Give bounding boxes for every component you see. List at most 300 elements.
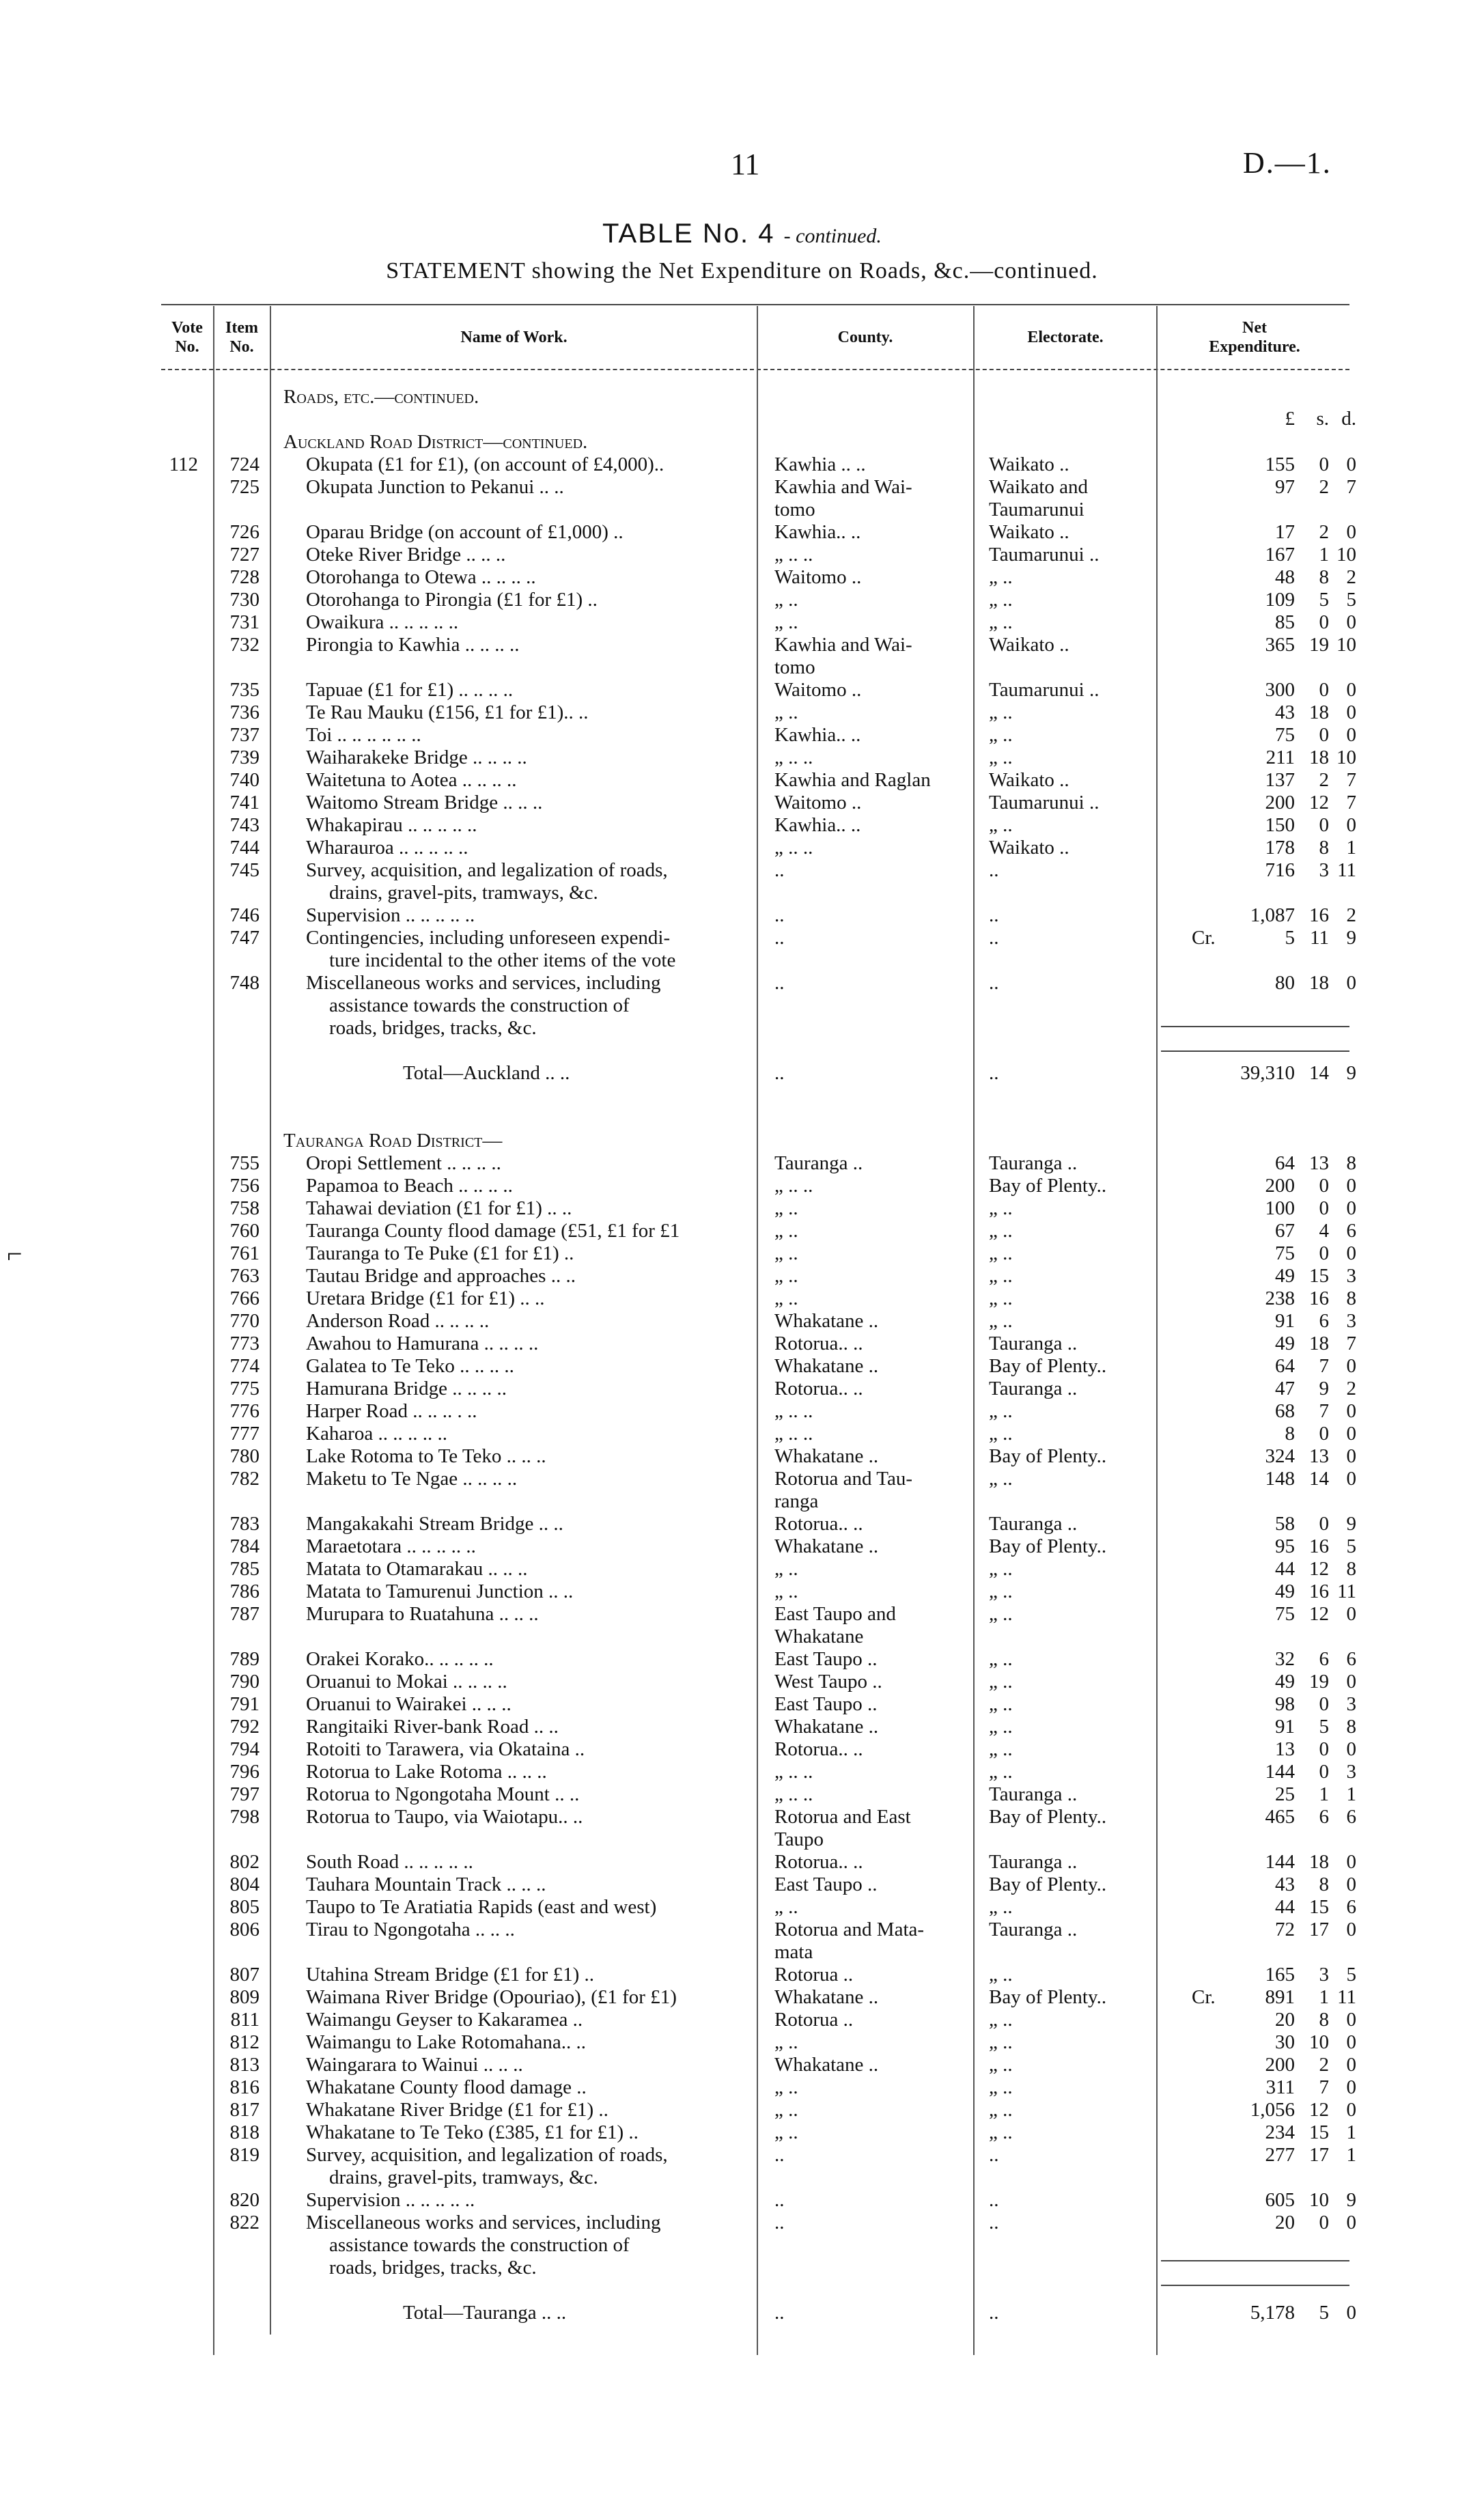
shillings: 0 [1319,1738,1329,1760]
table-row [0,927,1484,949]
margin-mark: ⌐ [7,1238,23,1269]
pounds: 200 [1265,2054,1295,2076]
item-number: 798 [229,1806,260,1828]
work-name: Auckland Road District—continued. [283,431,588,453]
work-name: Harper Road .. .. .. . .. [306,1400,477,1422]
county: Whakatane .. [774,2054,879,2076]
electorate: „ .. [989,747,1013,768]
table-row [0,2234,1484,2257]
shillings: 1 [1319,1783,1329,1805]
pounds: 200 [1265,1175,1295,1197]
pence: 1 [1346,1783,1356,1805]
electorate: „ .. [989,1964,1013,1986]
electorate: Tauranga .. [989,1152,1078,1174]
county: „ .. .. [774,1423,813,1445]
table-row [0,1333,1484,1355]
county: .. [774,2144,785,2166]
table-row [0,814,1484,837]
table-row [0,386,1484,408]
pounds: 75 [1275,1242,1295,1264]
item-number: 820 [229,2189,260,2211]
item-number: 806 [229,1919,260,1940]
county: Rotorua and Mata- [774,1919,925,1940]
county: East Taupo .. [774,1874,878,1895]
shillings: 14 [1309,1062,1329,1084]
pence: 11 [1337,1580,1356,1602]
pounds: 100 [1265,1197,1295,1219]
pounds: 49 [1275,1333,1295,1354]
pounds: 75 [1275,1603,1295,1625]
shillings: 14 [1309,1468,1329,1490]
pence: 6 [1346,1220,1356,1242]
pence: 8 [1346,1152,1356,1174]
table-row [0,1242,1484,1265]
electorate: „ .. [989,566,1013,588]
shillings: 7 [1319,1355,1329,1377]
electorate: „ .. [989,1761,1013,1783]
electorate: „ .. [989,1310,1013,1332]
item-number: 818 [229,2121,260,2143]
item-number: 783 [229,1513,260,1535]
work-name: Wharauroa .. .. .. .. .. [306,837,468,859]
table-row [0,1490,1484,1513]
county: „ .. [774,1265,798,1287]
pounds-symbol: £ [1285,408,1295,430]
pounds: 137 [1265,769,1295,791]
county: Taupo [774,1828,824,1850]
shillings: 18 [1309,1333,1329,1354]
county: Tauranga .. [774,1152,863,1174]
header-item-line2: No. [229,338,254,356]
electorate: „ .. [989,1580,1013,1602]
electorate: .. [989,859,999,881]
work-name: Taupo to Te Aratiatia Rapids (east and west) [306,1896,657,1918]
electorate: „ .. [989,1896,1013,1918]
work-name: roads, bridges, tracks, &c. [329,1017,537,1039]
electorate: Bay of Plenty.. [989,1535,1107,1557]
work-name: Tirau to Ngongotaha .. .. .. [306,1919,515,1940]
county: Whakatane .. [774,1535,879,1557]
work-name: Waitetuna to Aotea .. .. .. .. [306,769,517,791]
electorate: .. [989,2302,999,2324]
table-row [0,2054,1484,2076]
item-number: 726 [229,521,260,543]
item-number: 761 [229,1242,260,1264]
pounds: 91 [1275,1310,1295,1332]
work-name: Anderson Road .. .. .. .. [306,1310,490,1332]
item-number: 776 [229,1400,260,1422]
item-number: 780 [229,1445,260,1467]
table-row [0,1197,1484,1220]
work-name: Whakatane to Te Teko (£385, £1 for £1) .. [306,2121,639,2143]
pence: 0 [1346,1175,1356,1197]
item-number: 770 [229,1310,260,1332]
county: ranga [774,1490,819,1512]
item-number: 817 [229,2099,260,2121]
header-net-line1: Net [1242,319,1267,337]
table-row [0,859,1484,882]
table-row [0,904,1484,927]
vote-number: 112 [169,454,198,475]
county: East Taupo .. [774,1648,878,1670]
item-number: 746 [229,904,260,926]
item-number: 813 [229,2054,260,2076]
shillings: 3 [1319,859,1329,881]
pounds: 43 [1275,1874,1295,1895]
pence: 10 [1336,544,1356,566]
item-number: 774 [229,1355,260,1377]
pounds: 20 [1275,2009,1295,2031]
shillings: 19 [1309,634,1329,656]
table-row [0,1400,1484,1423]
electorate: „ .. [989,1265,1013,1287]
item-number: 724 [229,454,260,475]
table-title [0,219,1484,249]
pence: 0 [1346,1738,1356,1760]
table-row [0,1806,1484,1828]
electorate: „ .. [989,701,1013,723]
electorate: „ .. [989,1558,1013,1580]
work-name: Rangitaiki River-bank Road .. .. [306,1716,559,1738]
electorate: .. [989,2189,999,2211]
county: „ .. [774,1558,798,1580]
electorate: „ .. [989,814,1013,836]
table-row [0,2189,1484,2212]
shillings: 5 [1319,589,1329,611]
electorate: .. [989,904,999,926]
shillings: 5 [1319,1716,1329,1738]
electorate: Tauranga .. [989,1378,1078,1399]
pounds: 8 [1285,1423,1295,1445]
header-top-rule [161,304,1349,305]
pence: 0 [1346,2054,1356,2076]
pounds: 234 [1265,2121,1295,2143]
shillings: 7 [1319,2076,1329,2098]
pence: 9 [1346,927,1356,949]
pence: 2 [1346,566,1356,588]
pounds: 64 [1275,1355,1295,1377]
shillings: 0 [1319,1761,1329,1783]
pounds: 324 [1265,1445,1295,1467]
county: Rotorua .. [774,1964,854,1986]
item-number: 756 [229,1175,260,1197]
pounds: 165 [1265,1964,1295,1986]
pence: 0 [1346,611,1356,633]
electorate: .. [989,927,999,949]
table-row [0,2076,1484,2099]
shillings: 2 [1319,476,1329,498]
pence: 0 [1346,1874,1356,1895]
work-name: Utahina Stream Bridge (£1 for £1) .. [306,1964,595,1986]
pence: 9 [1346,2189,1356,2211]
table-row [0,724,1484,747]
shillings: 0 [1319,611,1329,633]
table-subtitle: STATEMENT showing the Net Expenditure on Roads, &c.—continued. [386,258,1098,283]
work-name: Galatea to Te Teko .. .. .. .. [306,1355,514,1377]
county: „ .. [774,1242,798,1264]
electorate: .. [989,2212,999,2233]
table-row [0,1265,1484,1287]
pence: 0 [1346,1242,1356,1264]
table-row [0,1423,1484,1445]
pounds: 144 [1265,1761,1295,1783]
shillings: 13 [1309,1445,1329,1467]
shillings: 15 [1309,1896,1329,1918]
county: „ .. .. [774,1761,813,1783]
pence: 0 [1346,1400,1356,1422]
electorate: „ .. [989,1220,1013,1242]
shillings: 0 [1319,1693,1329,1715]
electorate: „ .. [989,2099,1013,2121]
county: tomo [774,499,815,520]
table-row [0,1716,1484,1738]
county: East Taupo and [774,1603,896,1625]
electorate: Bay of Plenty.. [989,1175,1107,1197]
item-number: 777 [229,1423,260,1445]
shillings: 17 [1309,2144,1329,2166]
county: Rotorua and East [774,1806,911,1828]
shillings: 3 [1319,1964,1329,1986]
table-row [0,1603,1484,1626]
table-row [0,2031,1484,2054]
shillings: 0 [1319,454,1329,475]
pence: 0 [1346,1851,1356,1873]
pounds: 95 [1275,1535,1295,1557]
shillings: 17 [1309,1919,1329,1940]
shillings-symbol: s. [1316,408,1329,430]
pence: 8 [1346,1287,1356,1309]
work-name: Roads, etc.—continued. [283,386,479,408]
county: .. [774,927,785,949]
work-name: Waimangu to Lake Rotomahana.. .. [306,2031,586,2053]
pence: 0 [1346,1197,1356,1219]
pounds: 5 [1285,927,1295,949]
shillings: 12 [1309,1558,1329,1580]
pounds: 20 [1275,2212,1295,2233]
item-number: 786 [229,1580,260,1602]
table-row [0,1085,1484,1107]
electorate: Bay of Plenty.. [989,1355,1107,1377]
shillings: 0 [1319,1423,1329,1445]
county: Waitomo .. [774,792,862,813]
work-name: South Road .. .. .. .. .. [306,1851,473,1873]
pence: 0 [1346,1423,1356,1445]
pounds: 44 [1275,1896,1295,1918]
table-row [0,1017,1484,1040]
electorate: „ .. [989,611,1013,633]
shillings: 18 [1309,701,1329,723]
pounds: 17 [1275,521,1295,543]
pounds: 58 [1275,1513,1295,1535]
electorate: „ .. [989,1738,1013,1760]
work-name: Tauranga Road District— [283,1130,503,1152]
item-number: 819 [229,2144,260,2166]
pence: 0 [1346,2009,1356,2031]
pence: 6 [1346,1896,1356,1918]
electorate: „ .. [989,1242,1013,1264]
shillings: 7 [1319,1400,1329,1422]
item-number: 816 [229,2076,260,2098]
electorate: „ .. [989,2054,1013,2076]
county: Rotorua.. .. [774,1738,863,1760]
item-number: 737 [229,724,260,746]
county: „ .. .. [774,1783,813,1805]
work-name: Oruanui to Mokai .. .. .. .. [306,1671,507,1693]
work-name: Survey, acquisition, and legalization of roads, [306,2144,668,2166]
pence: 3 [1346,1761,1356,1783]
pence: 8 [1346,1716,1356,1738]
county: Rotorua and Tau- [774,1468,912,1490]
shillings: 15 [1309,2121,1329,2143]
county: Kawhia.. .. [774,724,861,746]
electorate: .. [989,1062,999,1084]
item-number: 744 [229,837,260,859]
shillings: 0 [1319,1175,1329,1197]
electorate: Waikato .. [989,837,1069,859]
shillings: 6 [1319,1806,1329,1828]
shillings: 0 [1319,1242,1329,1264]
pounds: 43 [1275,701,1295,723]
shillings: 8 [1319,2009,1329,2031]
table-row [0,769,1484,792]
pence: 0 [1346,2099,1356,2121]
pence: 7 [1346,476,1356,498]
work-name: Toi .. .. .. .. .. .. [306,724,421,746]
pounds: 109 [1265,589,1295,611]
shillings: 18 [1309,747,1329,768]
county: „ .. [774,2031,798,2053]
item-number: 812 [229,2031,260,2053]
electorate: Waikato .. [989,634,1069,656]
pence-symbol: d. [1341,408,1356,430]
work-name: Oropi Settlement .. .. .. .. [306,1152,501,1174]
credit-marker: Cr. [1192,1986,1216,2008]
county: Kawhia and Wai- [774,634,912,656]
table-row [0,589,1484,611]
table-row [0,1468,1484,1490]
pence: 5 [1346,589,1356,611]
pounds: 1,087 [1250,904,1295,926]
work-name: Waitomo Stream Bridge .. .. .. [306,792,543,813]
table-row [0,499,1484,521]
pence: 1 [1346,2144,1356,2166]
table-row [0,566,1484,589]
document-reference: D.—1. [1243,146,1332,180]
table-row [0,1130,1484,1152]
work-name: Orakei Korako.. .. .. .. .. [306,1648,494,1670]
work-name: Papamoa to Beach .. .. .. .. [306,1175,513,1197]
table-row [0,2279,1484,2302]
work-name: drains, gravel-pits, tramways, &c. [329,882,598,904]
header-county: County. [837,329,893,346]
pounds: 49 [1275,1580,1295,1602]
shillings: 1 [1319,1986,1329,2008]
header-item [216,318,268,357]
table-row [0,1220,1484,1242]
work-name: Whakatane River Bridge (£1 for £1) .. [306,2099,608,2121]
shillings: 0 [1319,724,1329,746]
work-name: Te Rau Mauku (£156, £1 for £1).. .. [306,701,589,723]
table-row [0,1761,1484,1783]
pence: 7 [1346,769,1356,791]
shillings: 18 [1309,1851,1329,1873]
pounds: 44 [1275,1558,1295,1580]
work-name: Murupara to Ruatahuna .. .. .. [306,1603,539,1625]
item-number: 728 [229,566,260,588]
item-number: 805 [229,1896,260,1918]
pence: 0 [1346,1355,1356,1377]
pounds: 365 [1265,634,1295,656]
table-row [0,679,1484,701]
item-number: 789 [229,1648,260,1670]
table-row [0,1896,1484,1919]
shillings: 19 [1309,1671,1329,1693]
work-name: Contingencies, including unforeseen expendi- [306,927,671,949]
pence: 0 [1346,724,1356,746]
work-name: ture incidental to the other items of the vote [329,949,676,971]
pounds: 85 [1275,611,1295,633]
work-name: Miscellaneous works and services, including [306,2212,661,2233]
county: Rotorua .. [774,2009,854,2031]
work-name: Whakapirau .. .. .. .. .. [306,814,477,836]
work-name: Supervision .. .. .. .. .. [306,2189,475,2211]
shillings: 4 [1319,1220,1329,1242]
pounds: 47 [1275,1378,1295,1399]
work-name: Pirongia to Kawhia .. .. .. .. [306,634,520,656]
pounds: 80 [1275,972,1295,994]
work-name: Supervision .. .. .. .. .. [306,904,475,926]
county: „ .. [774,2076,798,2098]
item-number: 802 [229,1851,260,1873]
shillings: 6 [1319,1310,1329,1332]
header-electorate: Electorate. [1027,329,1104,346]
pence: 11 [1337,859,1356,881]
electorate: Bay of Plenty.. [989,1874,1107,1895]
work-name: Oparau Bridge (on account of £1,000) .. [306,521,624,543]
work-name: Miscellaneous works and services, including [306,972,661,994]
item-number: 740 [229,769,260,791]
pounds: 67 [1275,1220,1295,1242]
shillings: 2 [1319,521,1329,543]
table-row [0,1040,1484,1062]
work-name: Waiharakeke Bridge .. .. .. .. [306,747,527,768]
work-name: Tautau Bridge and approaches .. .. [306,1265,576,1287]
shillings: 6 [1319,1648,1329,1670]
work-name: Rotorua to Lake Rotoma .. .. .. [306,1761,547,1783]
table-row [0,837,1484,859]
work-name: Total—Auckland .. .. [403,1062,570,1084]
county: West Taupo .. [774,1671,882,1693]
table-row [0,611,1484,634]
county: „ .. [774,611,798,633]
table-row [0,1851,1484,1874]
item-number: 730 [229,589,260,611]
work-name: Maketu to Te Ngae .. .. .. .. [306,1468,518,1490]
electorate: Bay of Plenty.. [989,1806,1107,1828]
pence: 11 [1337,1986,1356,2008]
electorate: .. [989,972,999,994]
pounds: 891 [1265,1986,1295,2008]
shillings: 1 [1319,544,1329,566]
item-number: 731 [229,611,260,633]
county: „ .. [774,1197,798,1219]
item-number: 743 [229,814,260,836]
pence: 7 [1346,792,1356,813]
pence: 3 [1346,1310,1356,1332]
table-row [0,656,1484,679]
item-number: 796 [229,1761,260,1783]
county: Whakatane .. [774,1310,879,1332]
